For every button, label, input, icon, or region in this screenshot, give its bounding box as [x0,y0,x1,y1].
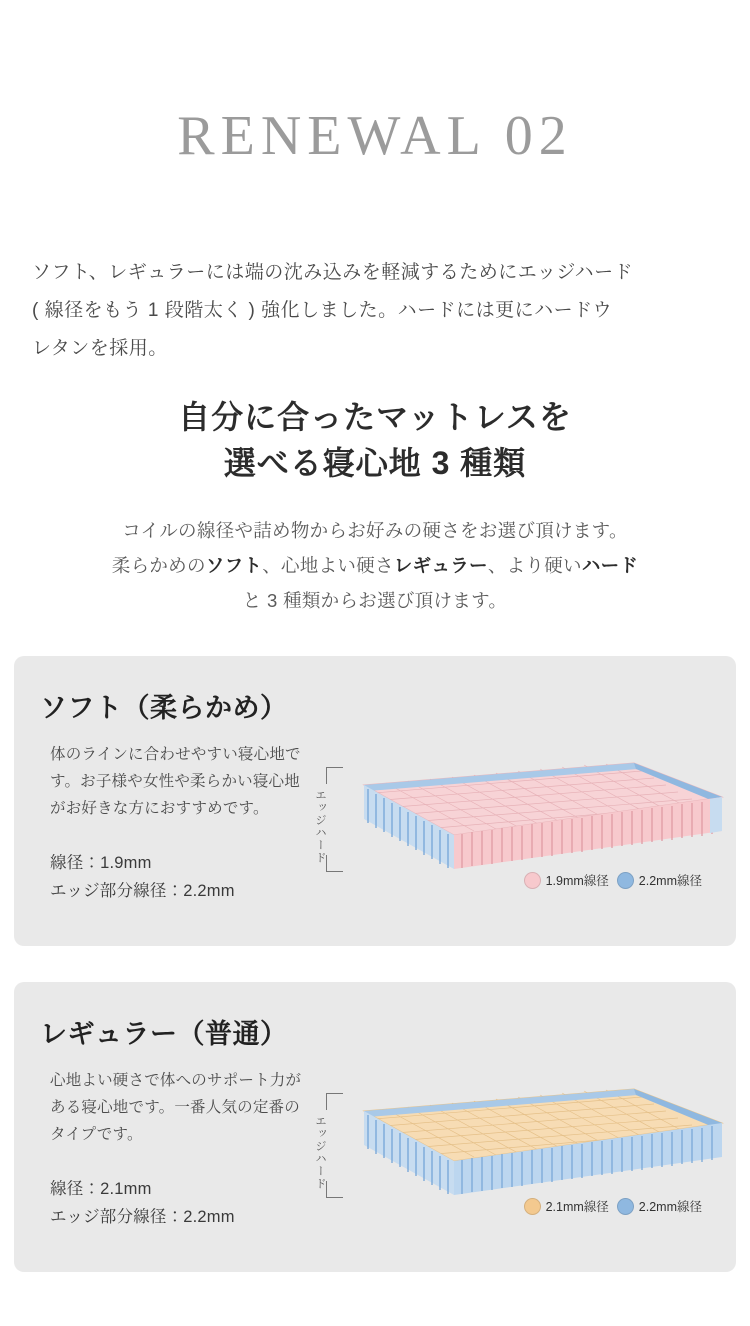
legend-label-soft-2: 2.2mm線径 [638,874,702,889]
legend-label-regular-1: 2.1mm線径 [545,1200,609,1215]
card-regular-title: レギュラー（普通） [40,1019,288,1050]
legend-item-soft-1 [524,871,609,889]
legend-dot-blue-icon [617,872,634,889]
mattress-illustration-soft [304,745,724,895]
card-regular-illustration-area [304,1067,736,1232]
section-heading-line-2: 選べる寝心地 3 種類 [223,445,527,482]
legend-item-regular-1 [524,1197,609,1215]
edge-bracket-bottom-icon [326,855,343,872]
edge-bracket-bottom-icon [326,1181,343,1198]
subtext-line-2-a: 柔らかめの [111,554,206,576]
subtext-soft-label: ソフト [205,554,263,576]
intro-paragraph [32,254,722,368]
legend-item-soft-2 [617,871,702,889]
card-soft-spec-edge: エッジ部分線径：2.2mm [50,882,235,901]
card-regular-spec-wire: 線径：2.1mm [50,1179,152,1198]
page-title: RENEWAL 02 [177,105,573,167]
card-soft-text [14,741,304,906]
intro-line-1: ソフト、レギュラーには端の沈み込みを軽減するためにエッジハード [32,262,634,283]
subtext-line-2-e: 、より硬い [487,554,582,576]
card-regular-spec-edge: エッジ部分線径：2.2mm [50,1208,235,1227]
subtext-line-2-c: 、心地よい硬さ [262,554,394,576]
section-heading-line-1: 自分に合ったマットレスを [178,399,572,435]
legend-item-regular-2 [617,1197,702,1215]
legend-dot-orange-icon [524,1198,541,1215]
section-subtext [0,513,750,618]
card-regular-body [14,1067,736,1232]
card-soft-body [14,741,736,906]
legend-soft [524,871,702,889]
card-regular-text [14,1067,304,1232]
edge-hard-label-soft: エッジハード [314,789,326,865]
section-heading [0,394,750,487]
edge-bracket-top-icon [326,767,343,784]
card-soft [14,656,736,946]
card-regular-description: 心地よい硬さで体へのサポート力がある寝心地です。一番人気の定番のタイプです。 [50,1072,302,1144]
legend-label-soft-1: 1.9mm線径 [545,874,609,889]
card-regular-specs [50,1175,304,1233]
card-soft-spec-wire: 線径：1.9mm [50,853,152,872]
subtext-line-1: コイルの線径や詰め物からお好みの硬さをお選び頂けます。 [122,519,628,541]
card-soft-specs [50,849,304,907]
subtext-line-3: と 3 種類からお選び頂けます。 [242,590,508,612]
edge-hard-label-regular: エッジハード [314,1115,326,1191]
legend-dot-blue-icon [617,1198,634,1215]
edge-bracket-top-icon [326,1093,343,1110]
legend-label-regular-2: 2.2mm線径 [638,1200,702,1215]
subtext-hard-label: ハード [581,554,639,576]
legend-dot-pink-icon [524,872,541,889]
card-soft-title: ソフト（柔らかめ） [40,693,288,724]
mattress-illustration-regular [304,1071,724,1221]
intro-line-3: レタンを採用。 [32,338,168,359]
legend-regular [524,1197,702,1215]
subtext-regular-label: レギュラー [393,554,488,576]
subtext-line-2 [0,548,750,583]
card-soft-illustration-area [304,741,736,906]
intro-line-2: ( 線径をもう 1 段階太く ) 強化しました。ハードには更にハードウ [32,300,613,321]
card-soft-description: 体のラインに合わせやすい寝心地です。お子様や女性や柔らかい寝心地がお好きな方におすすめです。 [50,746,301,818]
card-regular [14,982,736,1272]
